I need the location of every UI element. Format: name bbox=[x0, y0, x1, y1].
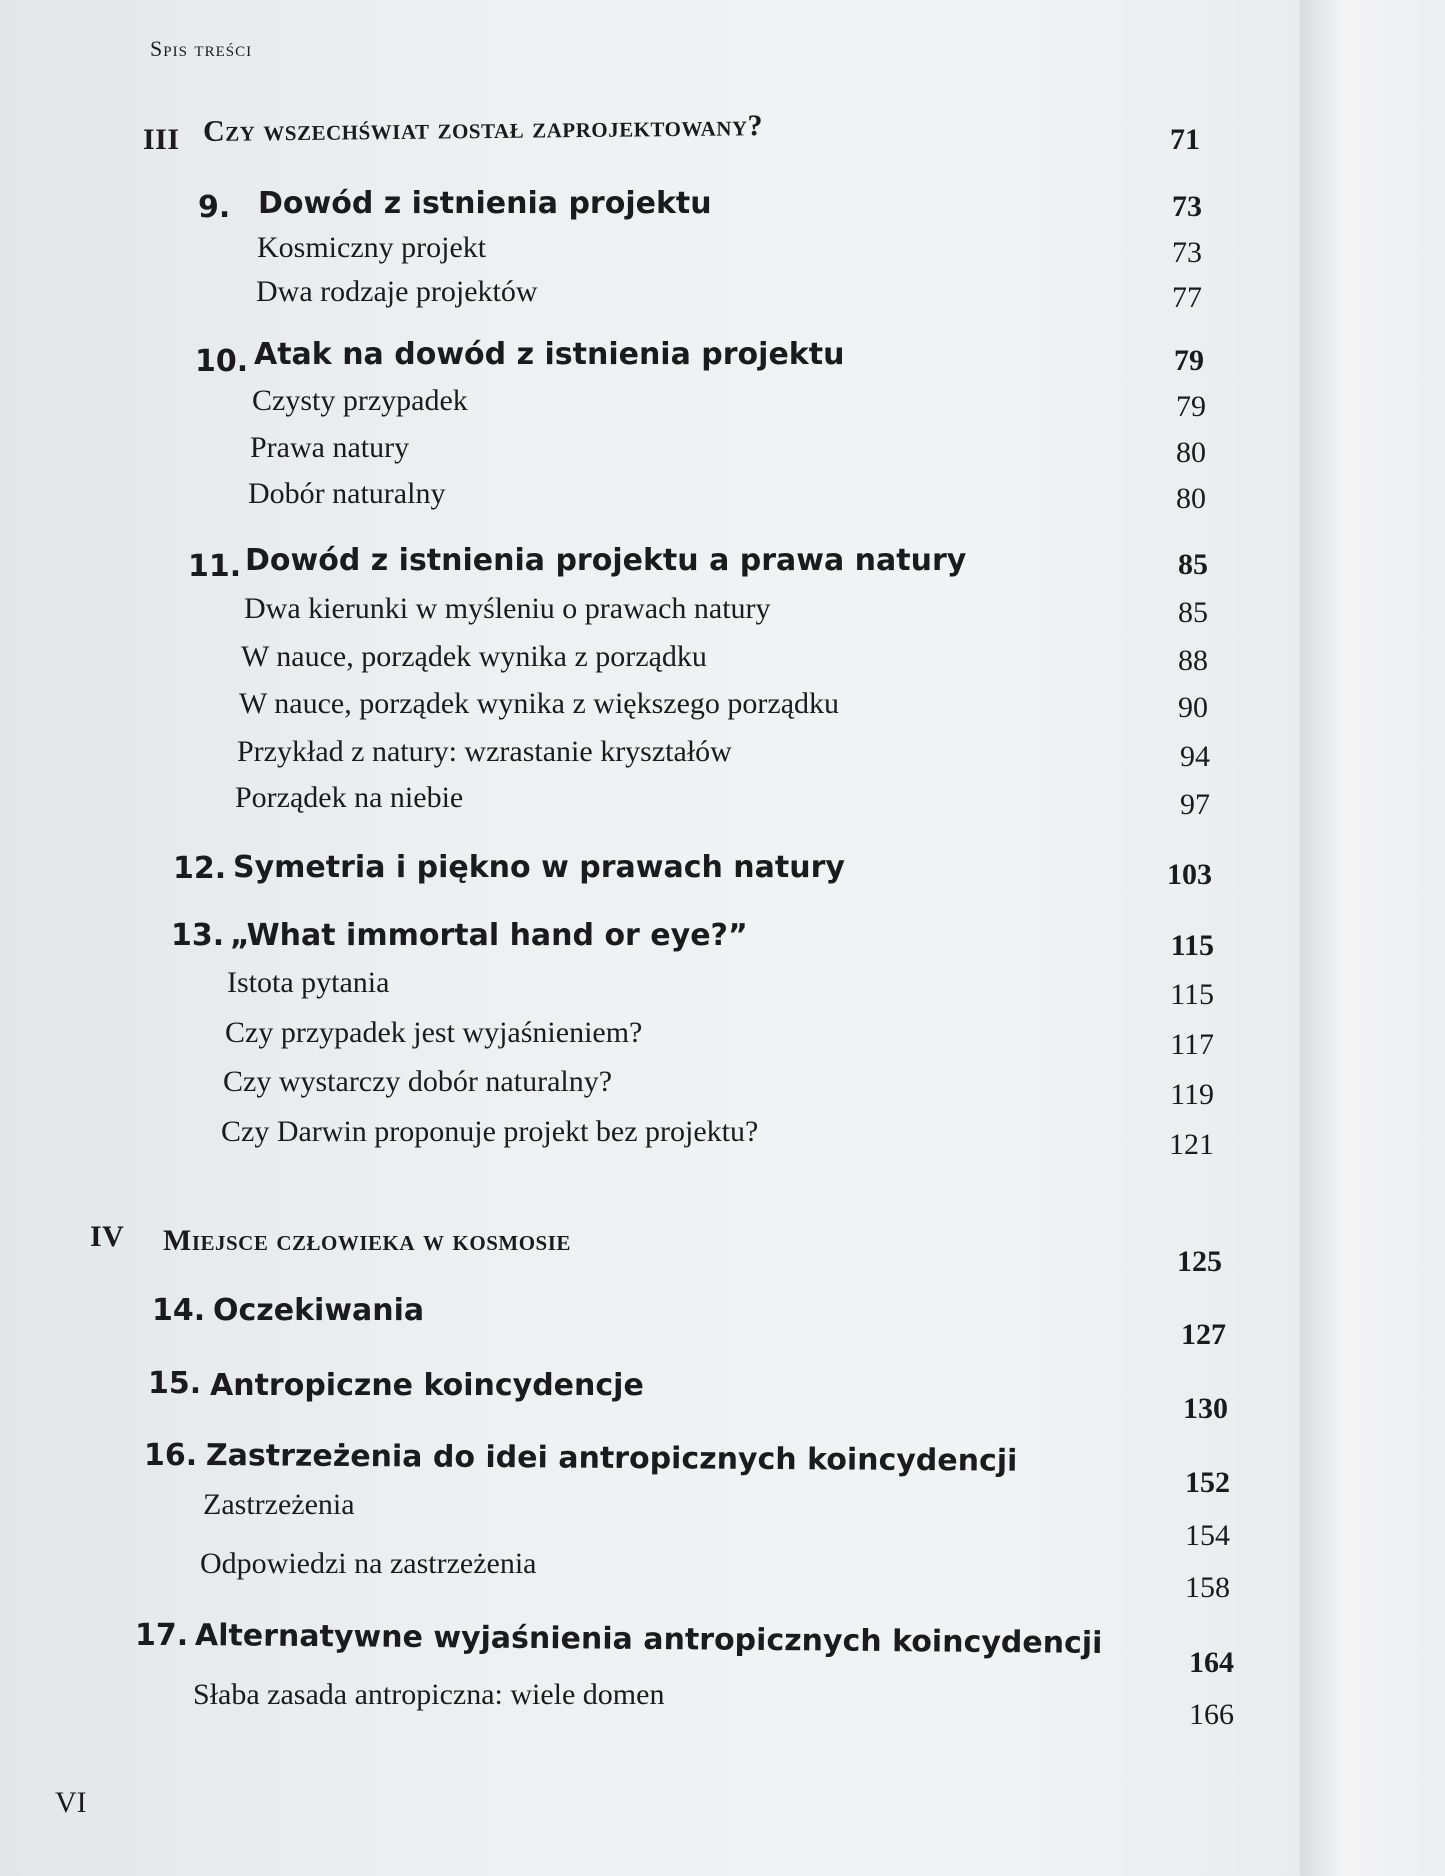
section-page: 166 bbox=[1189, 1698, 1234, 1731]
chapter-page: 152 bbox=[1185, 1466, 1230, 1499]
section-page: 119 bbox=[1170, 1078, 1214, 1111]
chapter-title: Atak na dowód z istnienia projektu bbox=[254, 337, 845, 372]
section-page: 80 bbox=[1176, 436, 1206, 469]
section-title: Dobór naturalny bbox=[248, 477, 446, 510]
section-page: 77 bbox=[1172, 281, 1202, 314]
section-title: Słaba zasada antropiczna: wiele domen bbox=[193, 1678, 665, 1711]
section-page: 97 bbox=[1180, 788, 1210, 821]
section-page: 121 bbox=[1169, 1128, 1214, 1161]
part-page: 125 bbox=[1177, 1245, 1222, 1278]
chapter-page: 79 bbox=[1174, 344, 1204, 377]
facing-page-edge bbox=[1300, 0, 1445, 1876]
chapter-number: 17. bbox=[135, 1618, 189, 1653]
chapter-page: 103 bbox=[1167, 858, 1212, 891]
chapter-title: „What immortal hand or eye?” bbox=[230, 918, 748, 953]
section-title: Dwa rodzaje projektów bbox=[256, 275, 538, 308]
chapter-title: Oczekiwania bbox=[213, 1293, 425, 1328]
chapter-number: 12. bbox=[173, 851, 227, 886]
section-title: Istota pytania bbox=[227, 966, 390, 999]
section-title: Czy wystarczy dobór naturalny? bbox=[223, 1065, 613, 1098]
part-number: IV bbox=[90, 1220, 125, 1253]
part-title: Czy wszechświat został zaprojektowany? bbox=[202, 109, 764, 148]
chapter-page: 115 bbox=[1170, 929, 1214, 962]
chapter-page: 164 bbox=[1189, 1646, 1234, 1679]
part-page: 71 bbox=[1170, 123, 1200, 156]
page-folio: VI bbox=[55, 1786, 87, 1819]
section-title: Prawa natury bbox=[250, 431, 410, 464]
chapter-page: 73 bbox=[1172, 190, 1202, 223]
part-number: III bbox=[143, 123, 180, 156]
chapter-title: Dowód z istnienia projektu a prawa natury bbox=[245, 543, 967, 578]
section-title: W nauce, porządek wynika z porządku bbox=[241, 640, 707, 673]
chapter-page: 127 bbox=[1181, 1318, 1226, 1351]
section-title: Przykład z natury: wzrastanie kryształów bbox=[237, 735, 732, 768]
section-page: 90 bbox=[1178, 691, 1208, 724]
running-head: Spis treści bbox=[150, 36, 253, 61]
section-title: Kosmiczny projekt bbox=[257, 231, 487, 264]
section-page: 88 bbox=[1178, 644, 1208, 677]
chapter-title: Antropiczne koincydencje bbox=[210, 1368, 644, 1403]
chapter-title: Symetria i piękno w prawach natury bbox=[233, 850, 845, 885]
chapter-page: 85 bbox=[1178, 548, 1208, 581]
section-title: W nauce, porządek wynika z większego porządku bbox=[239, 687, 840, 720]
section-page: 79 bbox=[1176, 390, 1206, 423]
section-page: 115 bbox=[1170, 978, 1214, 1011]
section-title: Zastrzeżenia bbox=[203, 1488, 355, 1521]
chapter-number: 14. bbox=[152, 1293, 206, 1328]
chapter-number: 10. bbox=[195, 344, 249, 379]
section-title: Odpowiedzi na zastrzeżenia bbox=[200, 1547, 537, 1580]
part-title: Miejsce człowieka w kosmosie bbox=[163, 1224, 571, 1257]
section-title: Porządek na niebie bbox=[235, 781, 464, 814]
section-title: Czy Darwin proponuje projekt bez projektu? bbox=[221, 1115, 759, 1148]
section-title: Czysty przypadek bbox=[252, 384, 468, 417]
chapter-title: Zastrzeżenia do idei antropicznych koincydencji bbox=[205, 1438, 1018, 1479]
section-page: 94 bbox=[1180, 740, 1210, 773]
section-page: 158 bbox=[1185, 1571, 1230, 1604]
section-page: 73 bbox=[1172, 236, 1202, 269]
chapter-number: 16. bbox=[144, 1438, 198, 1473]
chapter-page: 130 bbox=[1183, 1392, 1228, 1425]
chapter-number: 13. bbox=[171, 918, 225, 953]
chapter-number: 11. bbox=[188, 549, 242, 584]
section-page: 154 bbox=[1185, 1519, 1230, 1552]
section-page: 80 bbox=[1176, 482, 1206, 515]
chapter-number: 9. bbox=[198, 190, 231, 225]
section-title: Dwa kierunki w myśleniu o prawach natury bbox=[244, 592, 771, 625]
section-page: 117 bbox=[1170, 1028, 1214, 1061]
chapter-number: 15. bbox=[148, 1366, 202, 1401]
chapter-title: Dowód z istnienia projektu bbox=[258, 186, 712, 221]
chapter-title: Alternatywne wyjaśnienia antropicznych koincydencji bbox=[194, 1618, 1103, 1661]
section-page: 85 bbox=[1178, 596, 1208, 629]
section-title: Czy przypadek jest wyjaśnieniem? bbox=[225, 1016, 643, 1049]
